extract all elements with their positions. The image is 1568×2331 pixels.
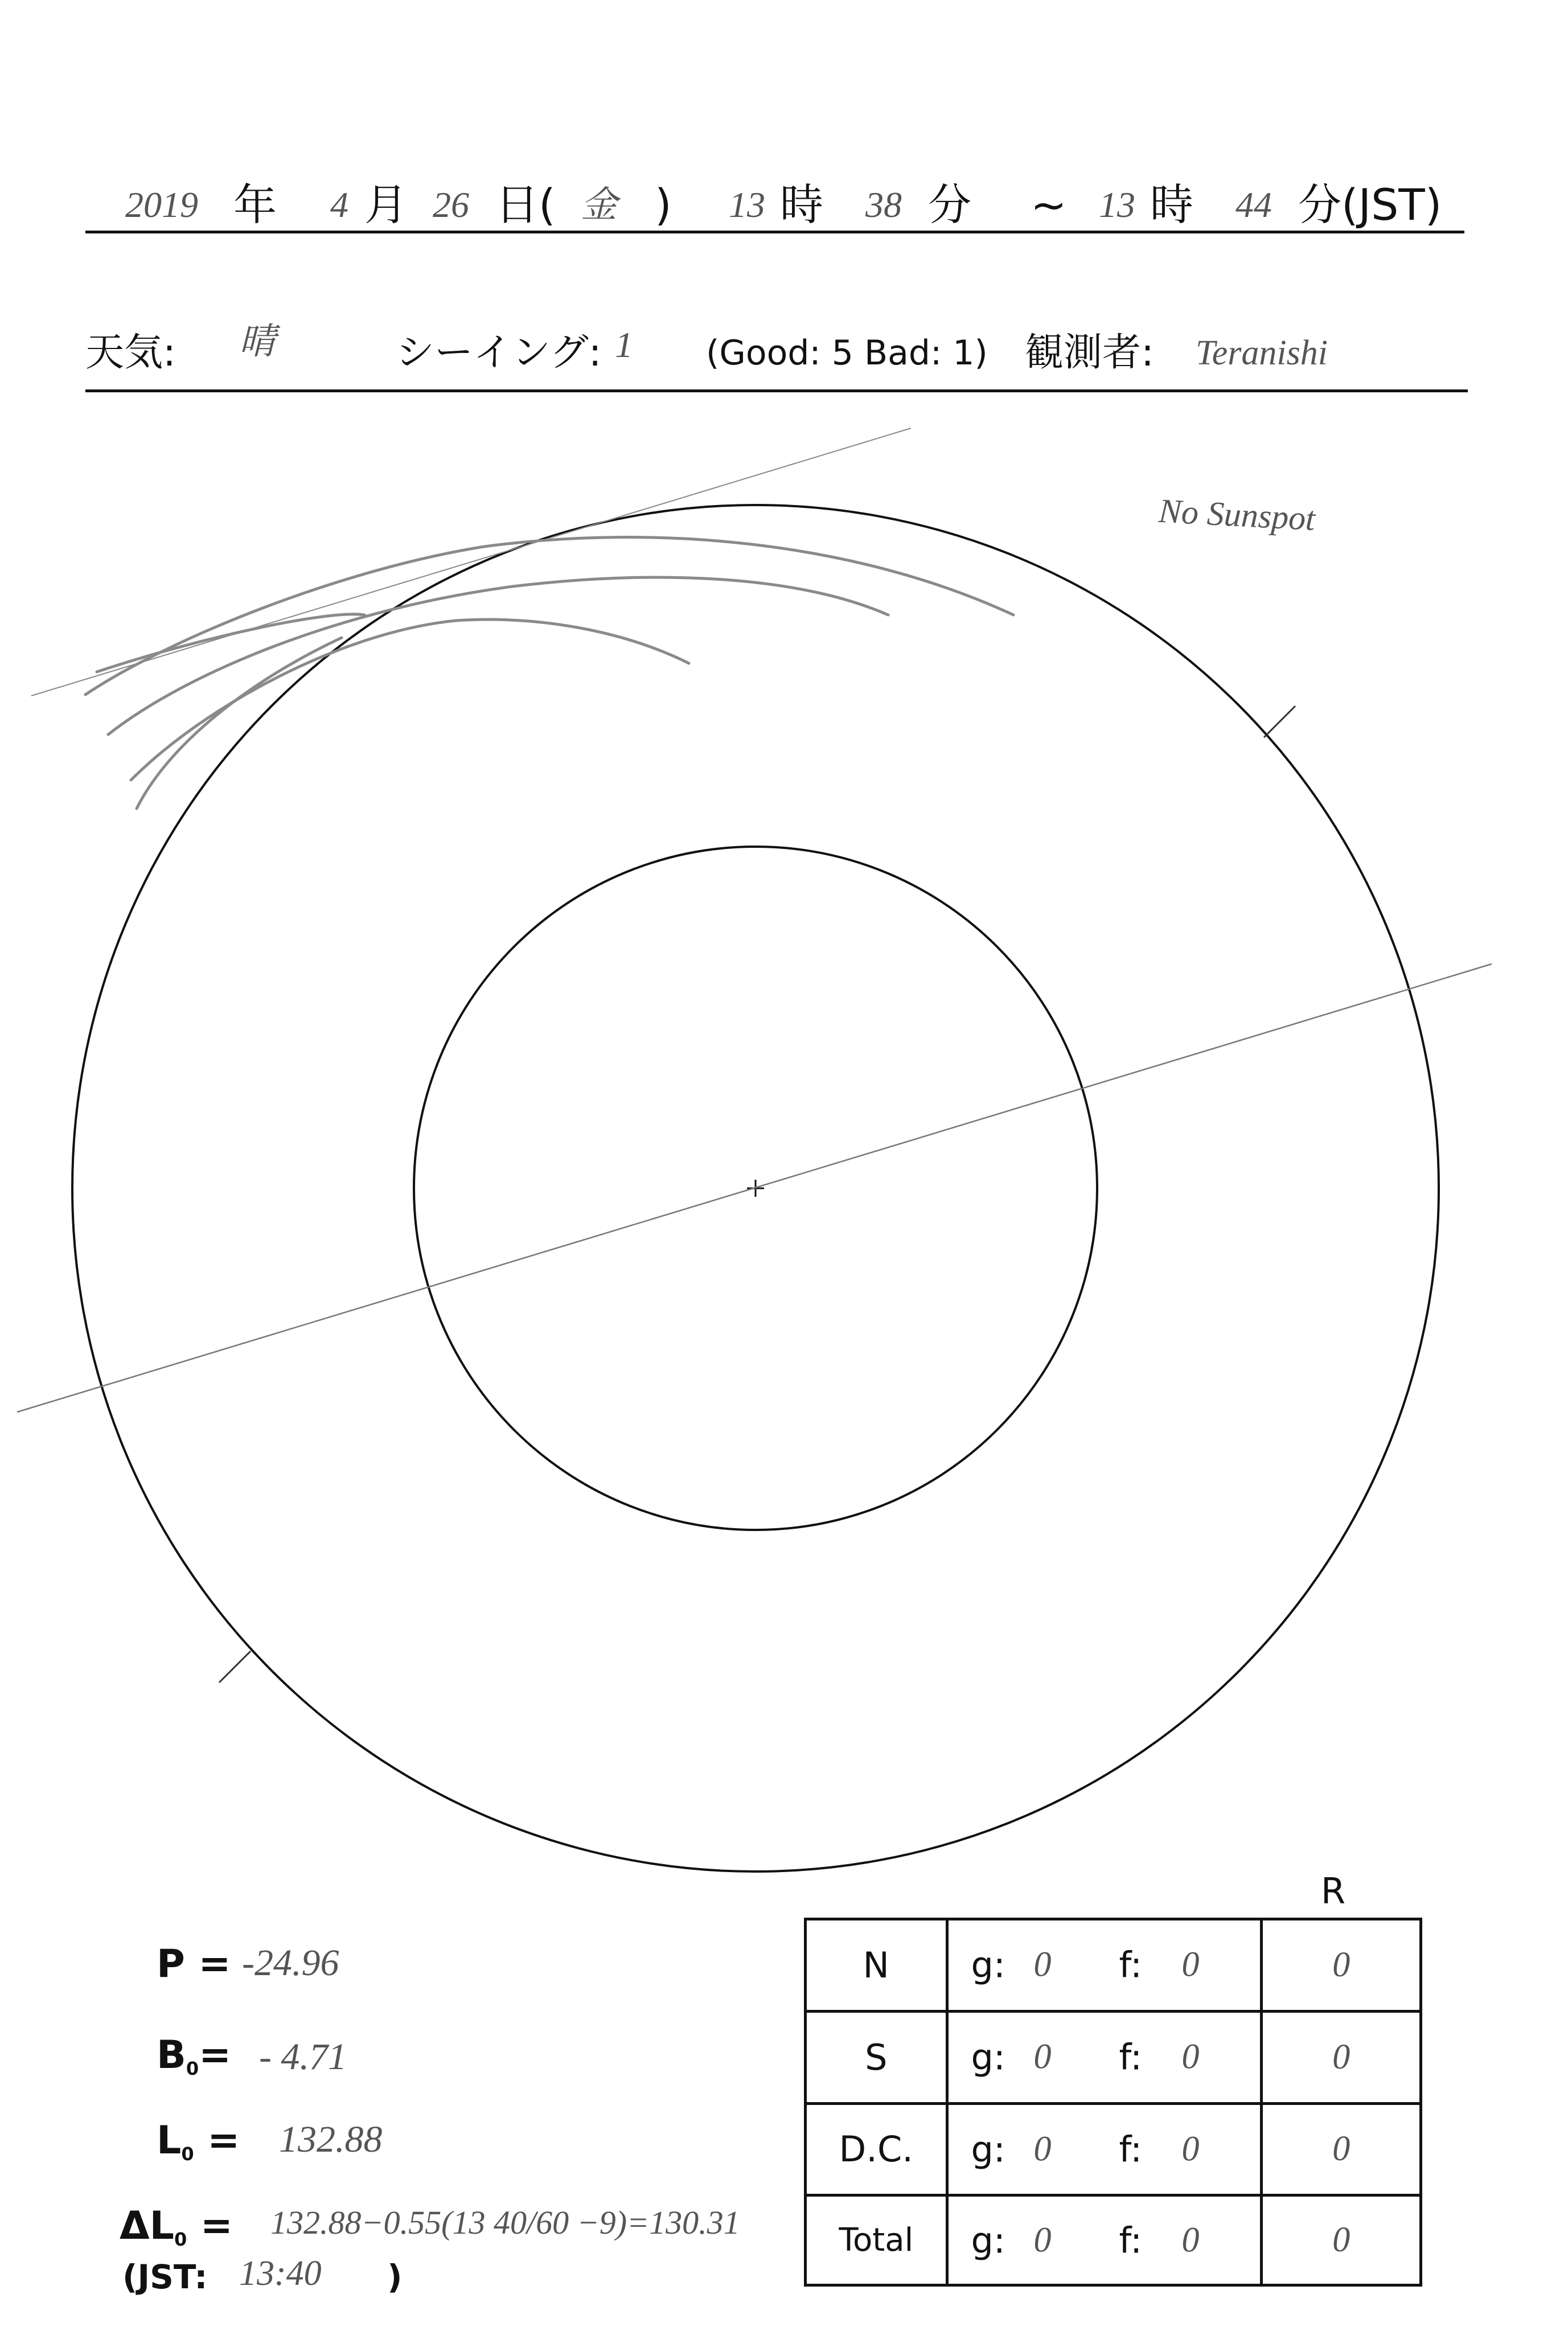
g-label: g: bbox=[971, 2219, 1005, 2262]
p-label: P = bbox=[157, 1942, 231, 1987]
sketched-contours bbox=[85, 537, 1013, 809]
r-value: 0 bbox=[1262, 1919, 1421, 2012]
observer-label: 観測者: bbox=[1025, 330, 1154, 375]
day-value: 26 bbox=[433, 184, 469, 225]
r-value: 0 bbox=[1262, 2195, 1421, 2285]
delta-l0-label-eq: = bbox=[187, 2203, 233, 2248]
end-hour-value: 13 bbox=[1099, 184, 1135, 225]
start-hour-value: 13 bbox=[729, 184, 765, 225]
f-label: f: bbox=[1119, 1944, 1143, 1986]
seeing-scale: (Good: 5 Bad: 1) bbox=[706, 333, 988, 373]
f-value: 0 bbox=[1181, 2037, 1200, 2076]
p-value: -24.96 bbox=[242, 1942, 339, 1984]
b0-label-main: B bbox=[157, 2033, 186, 2078]
jst-value: 13:40 bbox=[239, 2254, 322, 2293]
gf-cell bbox=[947, 1919, 1262, 2012]
start-min-label: 分 bbox=[928, 179, 971, 230]
l0-label-sub: 0 bbox=[181, 2143, 194, 2165]
gf-cell bbox=[947, 2103, 1262, 2195]
weather-label: 天気: bbox=[85, 330, 176, 375]
row-label: D.C. bbox=[806, 2103, 947, 2195]
axis-tick-bottom-left bbox=[219, 1651, 251, 1682]
g-value: 0 bbox=[1033, 1945, 1052, 1984]
seeing-label: シーイング: bbox=[396, 330, 602, 375]
month-label: 月 bbox=[364, 179, 408, 230]
end-min-value: 44 bbox=[1235, 184, 1272, 225]
month-value: 4 bbox=[330, 184, 348, 225]
f-value: 0 bbox=[1181, 2129, 1200, 2169]
delta-l0-label-main: ΔL bbox=[120, 2203, 174, 2248]
delta-l0-label-sub: 0 bbox=[174, 2229, 187, 2250]
g-label: g: bbox=[971, 2128, 1005, 2170]
table-row-north bbox=[806, 1919, 1421, 2012]
f-label: f: bbox=[1119, 2219, 1143, 2262]
day-label: 日( bbox=[495, 179, 556, 230]
equator-line bbox=[17, 964, 1492, 1412]
table-row-total bbox=[806, 2195, 1421, 2285]
row-label: S bbox=[806, 2011, 947, 2103]
b0-value: - 4.71 bbox=[259, 2036, 347, 2078]
observer-value: Teranishi bbox=[1196, 334, 1328, 372]
l0-label-main: L bbox=[157, 2118, 182, 2163]
end-hour-label: 時 bbox=[1150, 179, 1193, 230]
start-hour-label: 時 bbox=[780, 179, 823, 230]
l0-label-eq: = bbox=[194, 2118, 240, 2163]
weather-value: 晴 bbox=[239, 321, 276, 362]
jst-close: ) bbox=[387, 2258, 403, 2296]
axis-tick-top-right bbox=[1264, 706, 1295, 737]
g-label: g: bbox=[971, 1944, 1005, 1986]
tilde: ~ bbox=[1031, 179, 1067, 230]
r-column-header: R bbox=[1321, 1870, 1346, 1912]
r-value: 0 bbox=[1262, 2103, 1421, 2195]
year-value: 2019 bbox=[125, 184, 198, 225]
f-value: 0 bbox=[1181, 2221, 1200, 2260]
f-label: f: bbox=[1119, 2036, 1143, 2078]
row-label: Total bbox=[806, 2195, 947, 2285]
g-value: 0 bbox=[1033, 2037, 1052, 2076]
r-value: 0 bbox=[1262, 2011, 1421, 2103]
row-label: N bbox=[806, 1919, 947, 2012]
start-min-value: 38 bbox=[865, 184, 902, 225]
b0-label-eq: = bbox=[199, 2033, 232, 2078]
weekday-value: 金 bbox=[581, 184, 617, 225]
tangent-line bbox=[31, 428, 911, 696]
f-label: f: bbox=[1119, 2128, 1143, 2170]
table-row-dc bbox=[806, 2103, 1421, 2195]
delta-l0-label bbox=[120, 2203, 233, 2250]
gf-cell bbox=[947, 2011, 1262, 2103]
gf-cell bbox=[947, 2195, 1262, 2285]
g-label: g: bbox=[971, 2036, 1005, 2078]
delta-l0-value: 132.88−0.55(13 40/60 −9)=130.31 bbox=[270, 2204, 740, 2241]
table-row-south bbox=[806, 2011, 1421, 2103]
seeing-value: 1 bbox=[615, 325, 633, 365]
f-value: 0 bbox=[1181, 1945, 1200, 1984]
jst-label: (JST: bbox=[122, 2258, 208, 2296]
l0-label bbox=[157, 2118, 240, 2165]
timezone-label: 分(JST) bbox=[1298, 179, 1442, 230]
g-value: 0 bbox=[1033, 2221, 1052, 2260]
b0-label-sub: 0 bbox=[186, 2058, 199, 2079]
weekday-close: ) bbox=[655, 179, 672, 230]
g-value: 0 bbox=[1033, 2129, 1052, 2169]
b0-label bbox=[157, 2033, 231, 2079]
l0-value: 132.88 bbox=[279, 2119, 383, 2160]
sunspot-count-table bbox=[804, 1918, 1422, 2287]
year-label: 年 bbox=[233, 179, 277, 230]
sketch-note: No Sunspot bbox=[1157, 491, 1316, 538]
